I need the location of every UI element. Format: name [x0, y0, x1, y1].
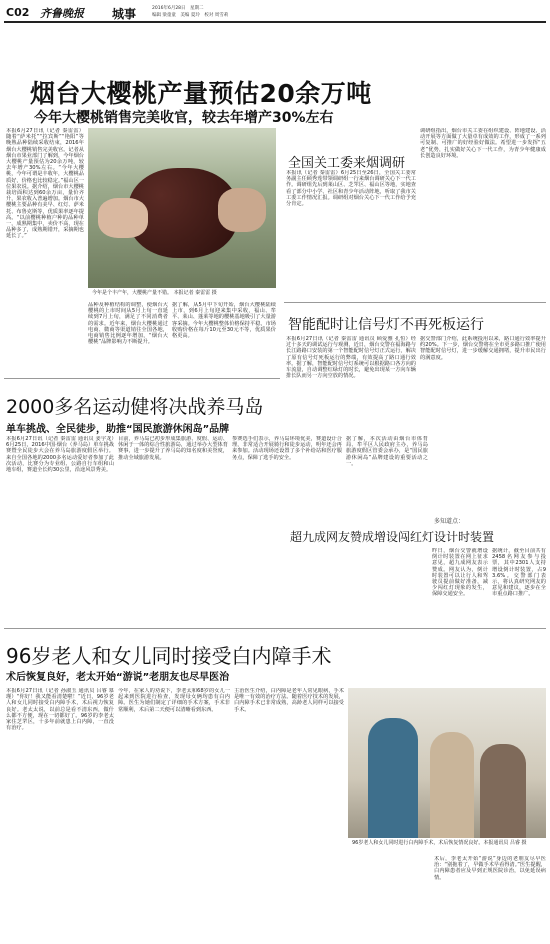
- inspection-headline: 全国关工委来烟调研: [288, 156, 406, 171]
- horse-subheadline: 单车挑战、全民徒步，助推“国民旅游休闲岛”品牌: [6, 424, 230, 435]
- signal-body-col1: 本报6月27日讯（记者 秦雷雷 通讯员 顾爱雅 孔恒）经过十多天的调试运行与观测，近日，烟台交警在福海路与长江路路口安装的第一个智能配时信号灯正式运行，解决了原有信号灯死板运行的弊端，有效提高了路口通行效率。据了解，智能配时信号灯系统可以根据路口各方向的车流量，自动调整红绿灯的时长，避免出现某一方向车辆排长队而另一方向空放的情况。: [286, 336, 416, 380]
- masthead: [0, 0, 550, 20]
- cherry-photo: [88, 128, 276, 288]
- surgery-photo-caption: 96岁老人和女儿同时进行白内障手术，术后恢复情况良好。本报通讯员 吕睿 摄: [352, 840, 527, 846]
- surgery-doctor: [368, 718, 418, 838]
- signal-headline: 智能配时让信号灯不再死板运行: [288, 317, 484, 333]
- middle-rule: [4, 628, 546, 629]
- editor-line: 编辑 梁童童 美编 夏玲 校对 周雪莉: [152, 13, 229, 18]
- cherry-hand-right: [218, 188, 266, 232]
- cherry-body-col2: 品种及种植结构的调整，使烟台大樱桃的上市时间从5月上旬一直延续到7月上旬，满足了不同消费者的需求。近年来，烟台大樱桃通过电商、微商等渠道销往全国各地，电商销售比例逐年增加，“烟台大樱桃”品牌影响力不断提升。: [88, 302, 168, 346]
- surgery-body-col4: 术后，李老太开始“游说”身边的老朋友尽早医治：“别拖着了，早做手术早看得清。”医生提醒，白内障患者应及早到正规医院诊治，以免延误病情。: [434, 856, 546, 881]
- cherry-headline: 烟台大樱桃产量预估20余万吨: [30, 79, 372, 108]
- inspection-body-col2: 调研组指出，烟台市关工委在组织建设、阵地建设、活动开展等方面做了大量卓有成效的工作，形成了一系列可复制、可推广的好经验好做法。希望进一步发挥“五老”优势，扎实做好关心下一代工作，为青少年健康成长创造良好环境。: [420, 128, 546, 159]
- surgery-photo: [348, 688, 546, 838]
- surgery-elder: [480, 744, 526, 838]
- horse-body-col1: 本报6月27日讯（记者 秦雷雷 通讯员 姜宇龙）6月25日，2016中国·烟台（养马岛）单车挑战赛暨全民徒步大会在养马岛旅游度假区举行。来自全国各地的2000多名运动爱好者参加了此次活动，比赛分为专业组、公路自行车组和山地车组，赛道全长约30公里，沿途风景秀美。: [6, 436, 114, 474]
- inspection-body-col1: 本报讯（记者 秦雷雷）6月25日至26日，全国关工委常务副主任顾秀莲带领调研组一行来烟台调研关心下一代工作。调研组先后到莱山区、芝罘区、福山区等地，实地查看了部分中小学、社区和青少年活动阵地，听取了我市关工委工作情况汇报。调研组对烟台关心下一代工作给予充分肯定。: [286, 170, 416, 208]
- masthead-rule: [4, 21, 546, 23]
- network-headline: 超九成网友赞成增设闯红灯设计时装置: [290, 530, 495, 544]
- surgery-body-col1: 本报6月27日讯（记者 孙淑玉 通讯员 吕睿 慕瑾）“你好！我又能看清楚啦！”近日，96岁老人和女儿同时接受白内障手术，术后视力恢复良好。老太太说，以前总是看不清东西，做什么都不方便，现在一切都好了。96岁的李老太家住芝罘区，十多年前就患上白内障，一直没有治疗。: [6, 688, 114, 732]
- cherry-photo-caption: 今年是个丰产年，大樱桃产量不错。 本报记者 秦雷雷 摄: [92, 290, 217, 296]
- horse-headline: 2000多名运动健将决战养马岛: [6, 396, 264, 418]
- cherry-subheadline: 今年大樱桃销售完美收官，较去年增产30%左右: [34, 110, 334, 126]
- cherry-body-col3: 据了解，从5月中下旬开始，烟台大樱桃陆续上市，到6月上旬迎来集中采收，福山、牟平、莱山、蓬莱等地的樱桃基地吸引了大量游客采摘。今年大樱桃整体价格保持平稳，市场收购价格在每斤10元至30元不等，优质果价格更高。: [172, 302, 276, 340]
- network-body-col1: 昨日，烟台交警就增设倒计时装置在网上征求意见，超九成网友表示赞成。网友认为，倒计时装置可以让行人和驾驶员提前做好准备，减少闯红灯现象的发生，保障交通安全。: [432, 548, 488, 598]
- surgery-body-col2: 今年，在家人的劝说下，李老太和68岁的女儿一起来到医院进行检查，发现母女俩均患有白内障。医生为她们制定了详细的手术方案，手术非常顺利，术后第二天便可以清晰看到东西。: [118, 688, 230, 713]
- cherry-body-col1: 本报6月27日讯（记者 秦雷雷）随着“萨米托”“拉宾斯”“艳阳”等晚熟品种陆续采收结束，2016年烟台大樱桃销售完美收官。记者从烟台市果业部门了解到，今年烟台大樱桃产量预估为20余万吨，较去年增产30%左右。“今年大樱桃，今年可谓是丰收年，大樱桃品质好，价格也比较稳定。”福山区一位果农说。据介绍，烟台市大樱桃栽培面积达到60余万亩，量价齐升，果农收入普遍增加。烟台市大樱桃主要品种有美早、红灯、萨米托、布鲁克斯等，优质果率逐年提高。“以前樱桃种植户种的品种单一，成熟期集中，卖价不高，现在品种多了，成熟期错开，采摘期也延长了。”: [6, 128, 84, 240]
- surgery-headline: 96岁老人和女儿同时接受白内障手术: [6, 644, 332, 668]
- cherry-hand-left: [98, 198, 148, 238]
- horse-body-col2: 目前，养马岛已初步形成集旅游、度假、运动、休闲于一体的综合性旅游岛，通过举办大型体育赛事，进一步提升了养马岛的知名度和美誉度，推动全域旅游发展。: [118, 436, 228, 461]
- network-body-col2: 据统计，截至目前共有2458名网友参与投票，其中2301人支持增设倒计时装置，占93.6%。交警部门表示，将认真研究网友的意见和建议，逐步在全市重点路口推广。: [492, 548, 546, 598]
- paper-name: 齐鲁晚报: [40, 7, 84, 20]
- signal-body-col2: 据交警部门介绍，此系统投用以来，路口通行效率提升约20%。下一步，烟台交警将在全市更多路口推广使用智能配时信号灯，进一步缓解交通拥堵，提升市民出行的满意度。: [420, 336, 546, 361]
- surgery-body-col3: 主治医生介绍，白内障是老年人常见眼病，手术是唯一有效的治疗方法。随着医疗技术的发展，白内障手术已非常成熟，高龄老人同样可以接受手术。: [234, 688, 344, 713]
- surgery-subheadline: 术后恢复良好，老太开始“游说”老朋友也尽早医治: [6, 672, 230, 683]
- inspection-bottom-rule: [284, 302, 546, 303]
- section-name: 城事: [112, 7, 137, 21]
- surgery-daughter: [430, 732, 474, 838]
- horse-body-col3: 参赛选手们表示，养马岛环境优美，赛道设计合理，非常适合开展骑行和徒步运动，明年还会再来参加。活动现场还设置了多个补给站和医疗服务点，保障了选手的安全。: [232, 436, 342, 461]
- date-line: 2016年6月28日 星期二: [152, 6, 204, 11]
- network-kicker: 多知道点：: [434, 518, 465, 525]
- page-number: C02: [6, 6, 30, 19]
- horse-body-col4: 据了解，本次活动由烟台市体育局、牟平区人民政府主办，养马岛旅游度假区管委会承办，是“国民旅游休闲岛”品牌建设的重要活动之一。: [346, 436, 428, 467]
- cherry-bottom-rule: [4, 378, 280, 379]
